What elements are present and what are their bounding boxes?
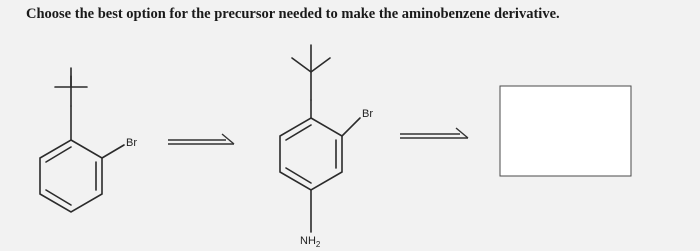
reactant-benzene-ring [40, 140, 102, 212]
reactant-molecule [40, 68, 137, 212]
product-br-bond [342, 118, 360, 136]
product-benzene-ring [280, 118, 342, 190]
question-text: Choose the best option for the precursor needed to make the aminobenzene derivative. [26, 6, 560, 22]
product-nh2-label: $NH_2$ [300, 235, 321, 249]
product-molecule [280, 45, 373, 249]
reaction-arrow-2 [400, 128, 468, 138]
product-br-label: Br [362, 108, 373, 120]
answer-box[interactable] [500, 86, 631, 176]
reactant-br-label: Br [126, 137, 137, 149]
reaction-arrow-1 [168, 134, 234, 144]
reactant-br-bond [102, 145, 124, 158]
